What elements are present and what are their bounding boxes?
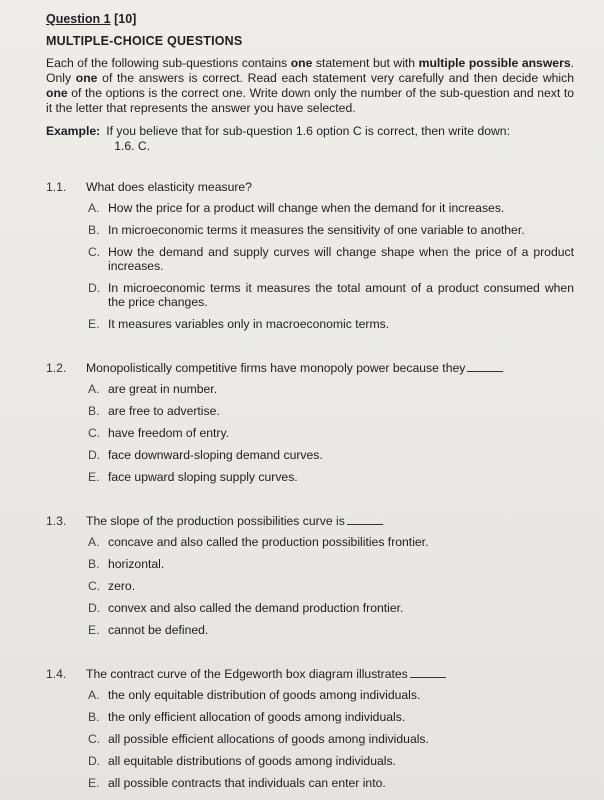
sub-question-stem (86, 514, 574, 529)
option-item (88, 245, 574, 273)
option-letter: A. (88, 688, 100, 702)
instr-bold-2: multiple possible answers (418, 56, 571, 70)
option-letter: B. (88, 223, 100, 237)
example-block (46, 124, 574, 154)
option-letter: E. (88, 776, 100, 790)
option-letter: B. (88, 404, 100, 418)
option-letter: A. (88, 382, 100, 396)
sub-question (46, 667, 574, 798)
option-text: the only equitable distribution of goods among individuals. (108, 688, 421, 702)
option-item (88, 404, 574, 418)
answer-blank (410, 667, 446, 678)
stem-text: What does elasticity measure? (86, 180, 252, 194)
option-item (88, 623, 574, 637)
option-letter: B. (88, 557, 100, 571)
option-text: the only efficient allocation of goods among individuals. (108, 710, 406, 724)
sub-question-stem (86, 361, 574, 376)
option-letter: D. (88, 448, 101, 462)
option-list (86, 535, 574, 637)
option-list (86, 201, 574, 331)
option-letter: E. (88, 317, 100, 331)
option-list (86, 382, 574, 484)
stem-text: The contract curve of the Edgeworth box diagram illustrates (86, 667, 408, 681)
option-letter: E. (88, 623, 100, 637)
answer-blank (347, 514, 383, 525)
option-text: are great in number. (108, 382, 218, 396)
instr-text-4: of the answers is correct. Read each statement very carefully and then decide which (97, 71, 574, 85)
instr-bold-4: one (46, 86, 68, 100)
option-text: It measures variables only in macroeconomic terms. (108, 317, 390, 331)
option-letter: A. (88, 201, 100, 215)
option-text: face downward-sloping demand curves. (108, 448, 323, 462)
section-title: MULTIPLE-CHOICE QUESTIONS (46, 34, 243, 48)
option-text: In microeconomic terms it measures the sensitivity of one variable to another. (108, 223, 525, 237)
example-content (106, 124, 510, 154)
option-item (88, 557, 574, 571)
option-item (88, 688, 574, 702)
sub-question-number: 1.3. (46, 514, 67, 528)
instr-text-5: of the options is the correct one. Write down only the number of the sub-question and next to it the letter that represents the answer you have selected. (46, 86, 574, 115)
option-text: zero. (108, 579, 136, 593)
stem-text: Monopolistically competitive firms have monopoly power because they (86, 361, 466, 375)
option-item (88, 732, 574, 746)
option-letter: B. (88, 710, 100, 724)
option-list (86, 688, 574, 790)
option-letter: D. (88, 754, 101, 768)
option-item (88, 470, 574, 484)
sub-question-body (86, 514, 574, 645)
instr-text-3: . Only (46, 56, 574, 85)
option-text: convex and also called the demand production frontier. (108, 601, 404, 615)
option-text: concave and also called the production possibilities frontier. (108, 535, 429, 549)
answer-blank (467, 361, 503, 372)
sub-question-number: 1.2. (46, 361, 67, 375)
sub-question (46, 180, 574, 339)
example-answer: 1.6. C. (114, 139, 151, 153)
option-text: are free to advertise. (108, 404, 220, 418)
option-item (88, 382, 574, 396)
option-item (88, 710, 574, 724)
question-heading (46, 12, 574, 26)
option-item (88, 201, 574, 215)
sub-question-body (86, 180, 574, 339)
option-letter: C. (88, 426, 101, 440)
question-list (46, 180, 574, 798)
option-item (88, 448, 574, 462)
example-text: If you believe that for sub-question 1.6 option C is correct, then write down: (106, 124, 510, 138)
example-label: Example: (46, 124, 101, 138)
option-text: horizontal. (108, 557, 165, 571)
sub-question-stem (86, 667, 574, 682)
option-item (88, 579, 574, 593)
sub-question-body (86, 667, 574, 798)
sub-question-number: 1.4. (46, 667, 67, 681)
option-text: all possible contracts that individuals can enter into. (108, 776, 386, 790)
option-text: have freedom of entry. (108, 426, 230, 440)
instr-bold-3: one (75, 71, 98, 85)
question-marks: [10] (114, 12, 137, 26)
instructions-paragraph (46, 56, 574, 116)
option-item (88, 426, 574, 440)
sub-question-stem (86, 180, 574, 195)
instr-bold-1: one (290, 56, 313, 70)
option-letter: C. (88, 245, 101, 259)
option-text: all equitable distributions of goods among individuals. (108, 754, 396, 768)
option-item (88, 281, 574, 309)
option-letter: A. (88, 535, 100, 549)
option-item (88, 754, 574, 768)
option-letter: D. (88, 281, 101, 295)
stem-text: The slope of the production possibilities curve is (86, 514, 345, 528)
question-label: Question 1 (46, 12, 111, 26)
option-item (88, 776, 574, 790)
option-letter: D. (88, 601, 101, 615)
option-item (88, 317, 574, 331)
option-text: face upward sloping supply curves. (108, 470, 298, 484)
option-text: In microeconomic terms it measures the total amount of a product consumed when the price changes. (108, 281, 574, 309)
sub-question-number: 1.1. (46, 180, 67, 194)
option-letter: C. (88, 579, 101, 593)
option-item (88, 535, 574, 549)
sub-question (46, 514, 574, 645)
option-text: cannot be defined. (108, 623, 209, 637)
option-letter: C. (88, 732, 101, 746)
option-text: How the price for a product will change when the demand for it increases. (108, 201, 505, 215)
option-item (88, 223, 574, 237)
sub-question (46, 361, 574, 492)
instr-text-1: Each of the following sub-questions contains (46, 56, 291, 70)
option-text: all possible efficient allocations of goods among individuals. (108, 732, 429, 746)
instr-text-2: statement but with (312, 56, 419, 70)
sub-question-body (86, 361, 574, 492)
option-text: How the demand and supply curves will change shape when the price of a product increases. (108, 245, 574, 273)
option-item (88, 601, 574, 615)
option-letter: E. (88, 470, 100, 484)
